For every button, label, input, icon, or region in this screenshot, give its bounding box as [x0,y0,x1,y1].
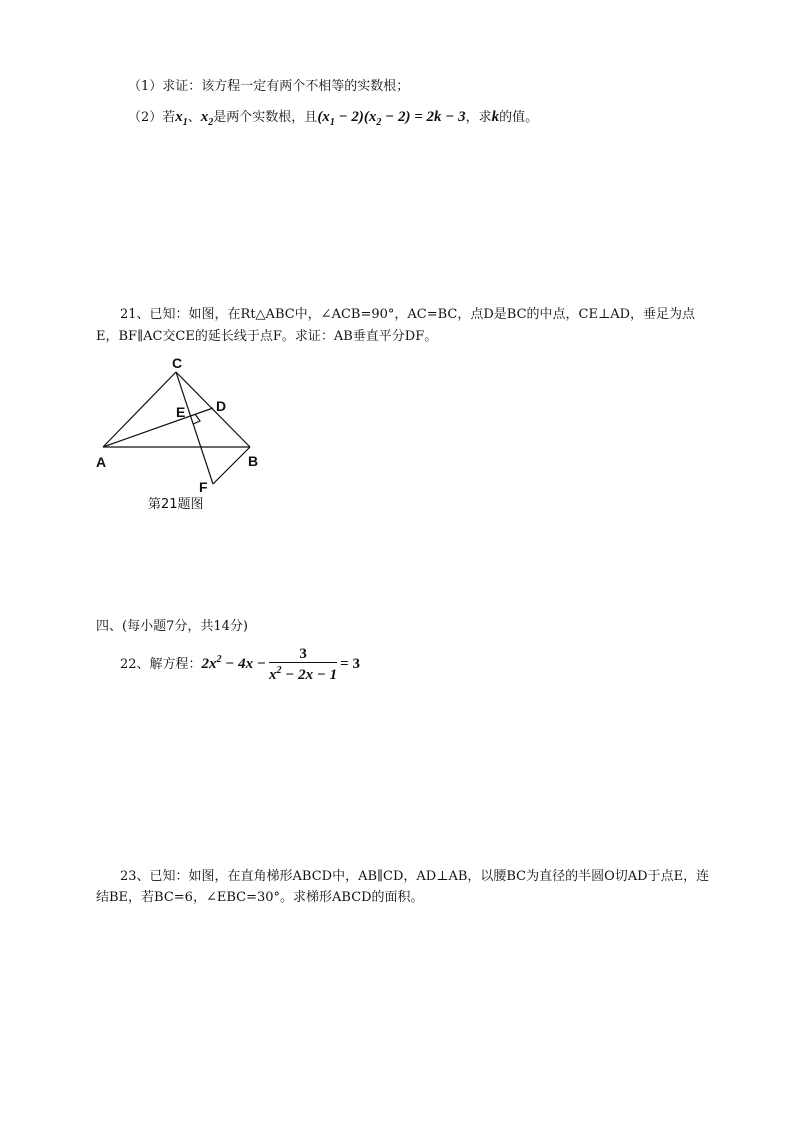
segment-BF [213,447,250,484]
label-B: B [248,453,259,469]
q23-line1: 23、已知：如图，在直角梯形ABCD中，AB∥CD，AD⊥AB，以腰BC为直径的半圆O切AD于点E，连 [120,869,710,884]
x1-var: $x_1$ [175,109,188,128]
label-D: D [216,398,227,414]
segment-AC [103,372,176,447]
q20-part2-mid: 是两个实数根，且 [213,110,318,125]
q20-part2 [128,108,538,132]
label-F: F [199,479,208,495]
q22-lhs: $2x^2 - 4x$ − [201,654,266,672]
segment-CF [176,372,213,484]
section4-heading: 四、(每小题7分，共14分) [96,619,248,634]
q20-equation: $(x_1 - 2)(x_2 - 2) = 2k - 3$ [317,109,466,128]
segment-BC [176,372,250,447]
q20-part2-prefix: （2）若 [128,110,176,125]
q22-rhs: = 3 [340,656,360,672]
label-C: C [172,355,183,371]
q20-part2-end: ，求 [465,110,492,125]
q20-part2-tail: 的值。 [499,110,539,125]
q22-line [120,642,360,682]
segment-AD [103,408,213,447]
q22-fraction [269,646,337,683]
q21-figure-caption: 第21题图 [148,497,204,512]
q21-line2: E，BF∥AC交CE的延长线于点F。求证：AB垂直平分DF。 [96,329,438,344]
right-angle-mark [193,414,200,424]
q22-frac-denominator: $x^2 - 2x - 1$ [268,665,338,683]
x2-var: $x_2$ [200,109,214,128]
k-var: k [491,109,500,125]
label-E: E [176,404,186,420]
q23-line2: 结BE，若BC=6，∠EBC=30°。求梯形ABCD的面积。 [96,890,424,905]
q20-sep: 、 [187,110,201,125]
q20-part1: （1）求证：该方程一定有两个不相等的实数根； [128,79,410,94]
q21-figure [90,350,280,495]
q22-frac-numerator: 3 [269,646,337,663]
q22-prefix: 22、解方程： [120,657,202,672]
q21-line1: 21、已知：如图，在Rt△ABC中，∠ACB=90°，AC=BC，点D是BC的中点，CE⊥AD，垂足为点 [120,307,696,322]
label-A: A [96,454,107,470]
